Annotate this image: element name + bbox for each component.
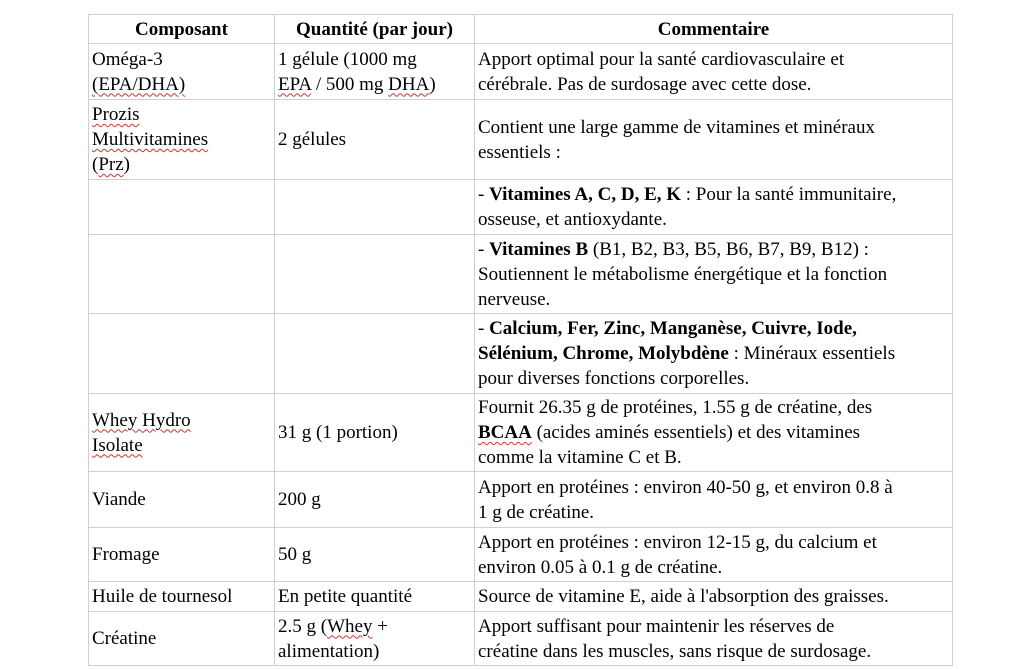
quantity-text: ) xyxy=(429,73,436,95)
cell-comment xyxy=(475,472,953,528)
cell-quantity: En petite quantité xyxy=(275,582,475,612)
comment-bold: BCAA xyxy=(478,422,532,443)
table-row-omega xyxy=(89,44,953,100)
table-row-creatine xyxy=(89,612,953,666)
quantity-text: DHA xyxy=(388,73,430,95)
cell-component: Créatine xyxy=(89,612,275,666)
comment-text: cérébrale. Pas de surdosage avec cette dose. xyxy=(478,73,812,95)
supplement-table xyxy=(88,14,953,666)
table-row-fromage xyxy=(89,528,953,582)
cell-component xyxy=(89,100,275,180)
comment-text: (acides aminés essentiels) et des vitamines xyxy=(531,422,861,443)
quantity-text: alimentation) xyxy=(278,640,380,662)
cell-comment xyxy=(475,235,953,314)
comment-text: Contient une large gamme de vitamines et minéraux xyxy=(478,116,875,138)
component-name: Oméga-3 xyxy=(92,48,163,70)
cell-quantity: 50 g xyxy=(275,528,475,582)
quantity-text: + xyxy=(372,615,388,637)
header-quantity: Quantité (par jour) xyxy=(275,15,475,44)
comment-text: (B1, B2, B3, B5, B6, B7, B9, B12) : xyxy=(588,238,869,260)
cell-quantity: 200 g xyxy=(275,472,475,528)
cell-component xyxy=(89,235,275,314)
component-name: ( xyxy=(92,154,99,175)
quantity-text: 1 gélule (1000 mg xyxy=(278,48,417,70)
comment-text: Soutiennent le métabolisme énergétique et la fonction xyxy=(478,263,888,285)
cell-quantity xyxy=(275,314,475,394)
cell-comment: Source de vitamine E, aide à l'absorption des graisses. xyxy=(475,582,953,612)
comment-text: : Pour la santé immunitaire, xyxy=(681,184,897,205)
cell-comment xyxy=(475,394,953,472)
cell-component xyxy=(89,180,275,235)
comment-bold: Vitamines B xyxy=(489,238,589,260)
comment-text: - xyxy=(478,184,490,205)
comment-text: Apport en protéines : environ 40-50 g, et environ 0.8 à xyxy=(478,476,893,498)
cell-quantity xyxy=(275,235,475,314)
table-row-viande xyxy=(89,472,953,528)
comment-bold: Sélénium, Chrome, Molybdène xyxy=(478,343,729,364)
comment-text: Fournit 26.35 g de protéines, 1.55 g de créatine, des xyxy=(478,397,873,418)
quantity-text: Whey xyxy=(327,615,373,637)
cell-comment xyxy=(475,100,953,180)
table-row-whey xyxy=(89,394,953,472)
comment-text: essentiels : xyxy=(478,141,561,163)
comment-text: - xyxy=(478,318,490,339)
comment-text: comme la vitamine C et B. xyxy=(478,447,682,468)
cell-comment xyxy=(475,612,953,666)
component-name: Prozis xyxy=(92,104,140,125)
header-row xyxy=(89,15,953,44)
component-name: Isolate xyxy=(92,434,143,456)
table-row-vitamins-b xyxy=(89,235,953,314)
cell-quantity: 2 gélules xyxy=(275,100,475,180)
comment-bold: Calcium, Fer, Zinc, Manganèse, Cuivre, Iode, xyxy=(489,318,857,339)
comment-text: nerveuse. xyxy=(478,288,551,310)
cell-component: Viande xyxy=(89,472,275,528)
component-name: ) xyxy=(123,154,130,175)
cell-component: Huile de tournesol xyxy=(89,582,275,612)
quantity-text: EPA xyxy=(278,73,312,95)
component-name: Prz xyxy=(98,154,124,175)
cell-comment xyxy=(475,180,953,235)
comment-text: créatine dans les muscles, sans risque de surdosage. xyxy=(478,640,872,662)
cell-quantity xyxy=(275,44,475,100)
cell-component xyxy=(89,394,275,472)
comment-text: Apport suffisant pour maintenir les réserves de xyxy=(478,615,835,637)
comment-text: Apport optimal pour la santé cardiovasculaire et xyxy=(478,48,845,70)
component-name: Whey Hydro xyxy=(92,409,191,431)
cell-comment xyxy=(475,314,953,394)
cell-quantity xyxy=(275,612,475,666)
quantity-text: / 500 mg xyxy=(311,73,389,95)
comment-bold: Vitamines A, C, D, E, K xyxy=(489,184,682,205)
table-row-huile xyxy=(89,582,953,612)
cell-quantity xyxy=(275,180,475,235)
cell-quantity: 31 g (1 portion) xyxy=(275,394,475,472)
quantity-text: 2.5 g ( xyxy=(278,615,328,637)
comment-text: 1 g de créatine. xyxy=(478,501,595,523)
header-component: Composant xyxy=(89,15,275,44)
cell-comment xyxy=(475,528,953,582)
comment-text: pour diverses fonctions corporelles. xyxy=(478,368,750,389)
comment-text: Apport en protéines : environ 12-15 g, du calcium et xyxy=(478,531,877,553)
cell-component xyxy=(89,314,275,394)
cell-comment xyxy=(475,44,953,100)
component-name: Multivitamines xyxy=(92,129,209,150)
comment-text: osseuse, et antioxydante. xyxy=(478,209,667,230)
comment-text: : Minéraux essentiels xyxy=(728,343,896,364)
table-row-prozis xyxy=(89,100,953,180)
cell-component: Fromage xyxy=(89,528,275,582)
component-name: (EPA/DHA) xyxy=(92,73,186,95)
comment-text: environ 0.05 à 0.1 g de créatine. xyxy=(478,556,723,578)
table-row-vitamins-ackde xyxy=(89,180,953,235)
cell-component xyxy=(89,44,275,100)
comment-text: - xyxy=(478,238,490,260)
header-comment: Commentaire xyxy=(475,15,953,44)
table-row-minerals xyxy=(89,314,953,394)
